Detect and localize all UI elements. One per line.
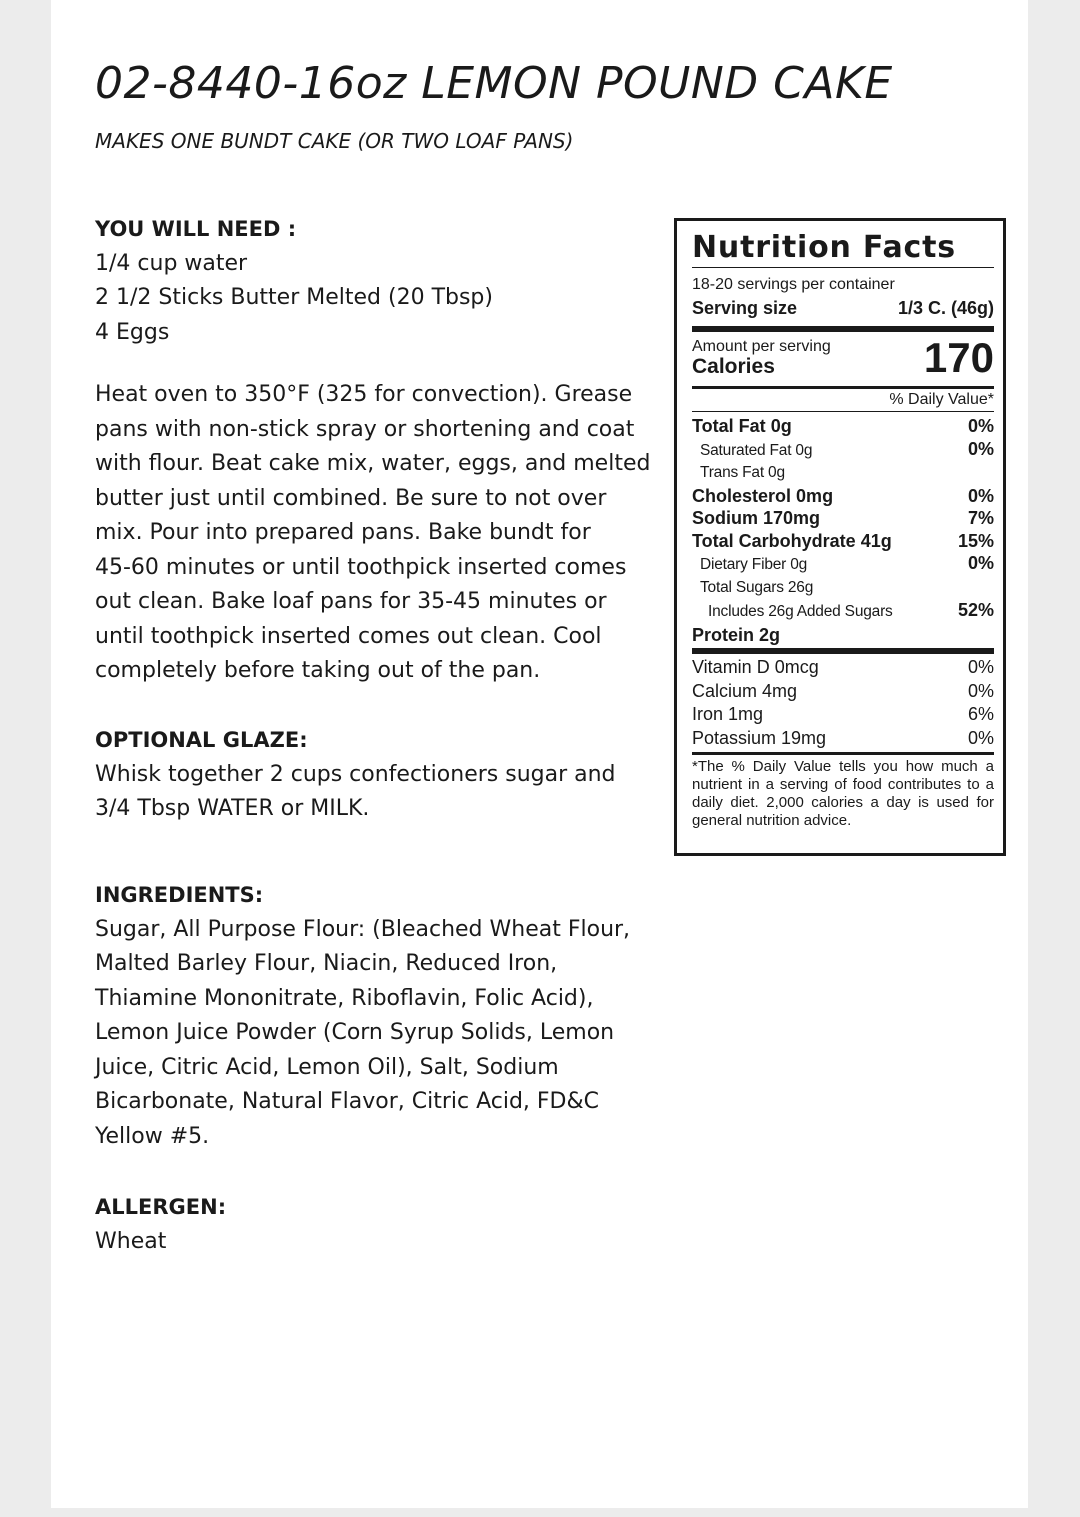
need-item: 2 1/2 Sticks Butter Melted (20 Tbsp) xyxy=(95,285,493,310)
ingredients-line: Bicarbonate, Natural Flavor, Citric Acid, FD&C xyxy=(95,1089,600,1114)
nutrient-row xyxy=(692,552,994,577)
vitamin-label: Vitamin D 0mcg xyxy=(692,657,819,677)
glaze-line: Whisk together 2 cups confectioners sugar and xyxy=(95,761,616,787)
nutrient-label: Total Carbohydrate xyxy=(692,530,856,551)
ingredients-line: Thiamine Mononitrate, Riboflavin, Folic Acid), xyxy=(95,985,594,1011)
nutrient-label: Trans Fat 0g xyxy=(700,464,785,481)
directions-line: Heat oven to 350°F (325 for convection). Grease xyxy=(95,382,633,407)
directions-line: out clean. Bake loaf pans for 35-45 minutes or xyxy=(95,589,607,614)
ingredients-line: Lemon Juice Powder (Corn Syrup Solids, Lemon xyxy=(95,1020,615,1045)
glaze-section xyxy=(95,723,655,827)
nutrient-dv: 0% xyxy=(967,416,994,436)
nutrient-row xyxy=(692,530,994,553)
ingredients-line: Malted Barley Flour, Niacin, Reduced Iron, xyxy=(95,951,558,976)
calories-value: 170 xyxy=(923,334,994,381)
divider xyxy=(692,752,994,755)
calories-block xyxy=(692,332,994,386)
nutrient-row xyxy=(692,462,994,485)
nutrient-amount: 0mg xyxy=(796,485,834,506)
vitamin-dv: 0% xyxy=(967,727,994,748)
allergen-heading: ALLERGEN: xyxy=(95,1195,227,1219)
nutrient-dv: 0% xyxy=(967,553,994,573)
you-will-need-section xyxy=(95,212,655,350)
directions-line: until toothpick inserted comes out clean. Cool xyxy=(95,623,602,649)
nutrient-dv: 15% xyxy=(957,530,994,551)
nutrient-row xyxy=(692,507,994,530)
nutrient-label: Cholesterol xyxy=(692,485,792,506)
nutrition-facts-title: Nutrition Facts xyxy=(692,230,956,265)
nutrition-facts-panel xyxy=(674,218,1006,856)
vitamin-row xyxy=(692,703,994,727)
allergen-value: Wheat xyxy=(95,1228,167,1254)
need-item: 4 Eggs xyxy=(95,319,170,345)
directions-line: mix. Pour into prepared pans. Bake bundt for xyxy=(95,520,591,545)
nutrient-amount: 2g xyxy=(759,624,781,645)
page-subtitle: MAKES ONE BUNDT CAKE (OR TWO LOAF PANS) xyxy=(95,129,574,153)
vitamin-row xyxy=(692,727,994,751)
ingredients-section xyxy=(95,878,655,1154)
vitamin-dv: 6% xyxy=(967,704,994,724)
allergen-section xyxy=(95,1190,655,1259)
nutrient-amount: 0g xyxy=(770,416,792,436)
directions-line: pans with non-stick spray or shortening and coat xyxy=(95,416,635,442)
nutrient-amount: 41g xyxy=(860,530,892,551)
directions-line: 45-60 minutes or until toothpick inserted comes xyxy=(95,554,627,580)
directions-line: completely before taking out of the pan. xyxy=(95,658,541,683)
vitamin-row xyxy=(692,656,994,680)
nutrient-label: Includes 26g Added Sugars xyxy=(708,603,893,620)
nutrient-row xyxy=(692,577,994,600)
nutrient-label: Dietary Fiber 0g xyxy=(700,556,808,573)
directions-line: butter just until combined. Be sure to not over xyxy=(95,485,607,511)
need-item: 1/4 cup water xyxy=(95,250,248,276)
directions-line: with flour. Beat cake mix, water, eggs, and melted xyxy=(95,451,651,476)
serving-size-label: Serving size xyxy=(692,298,798,318)
nutrient-row xyxy=(692,599,994,624)
nutrient-label: Protein xyxy=(692,624,755,645)
vitamin-label: Iron 1mg xyxy=(692,704,764,724)
vitamin-row xyxy=(692,680,994,704)
glaze-heading: OPTIONAL GLAZE: xyxy=(95,728,308,752)
nutrient-row xyxy=(692,415,994,438)
vitamin-label: Potassium 19mg xyxy=(692,727,827,748)
nutrient-dv: 52% xyxy=(957,600,994,620)
glaze-line: 3/4 Tbsp WATER or MILK. xyxy=(95,796,370,821)
vitamin-label: Calcium 4mg xyxy=(692,680,798,701)
nutrient-label: Sodium xyxy=(692,508,758,528)
page-title: 02-8440-16oz LEMON POUND CAKE xyxy=(95,58,893,109)
nutrient-row xyxy=(692,624,994,647)
ingredients-line: Sugar, All Purpose Flour: (Bleached Wheat Flour, xyxy=(95,916,631,942)
ingredients-heading: INGREDIENTS: xyxy=(95,883,264,907)
nutrient-amount: 170mg xyxy=(763,508,821,528)
ingredients-line: Yellow #5. xyxy=(95,1123,210,1149)
daily-value-footnote: *The % Daily Value tells you how much a nutrient in a serving of food contributes to a daily diet. 2,000 calories a day is used for general nutrition advice. xyxy=(692,758,994,829)
calories-label: Calories xyxy=(692,355,775,378)
ingredients-line: Juice, Citric Acid, Lemon Oil), Salt, Sodium xyxy=(95,1054,559,1080)
nutrient-row xyxy=(692,438,994,463)
directions-section xyxy=(95,378,655,689)
amount-per-serving-label: Amount per serving xyxy=(692,338,831,355)
serving-size-row xyxy=(692,295,994,321)
vitamin-dv: 0% xyxy=(967,657,994,677)
you-will-need-heading: YOU WILL NEED : xyxy=(95,217,297,241)
nutrient-label: Total Fat xyxy=(692,416,766,436)
nutrient-label: Total Sugars 26g xyxy=(700,578,814,596)
nutrient-label: Saturated Fat 0g xyxy=(700,441,813,459)
divider xyxy=(692,648,994,654)
nutrient-dv: 7% xyxy=(967,508,994,528)
vitamin-dv: 0% xyxy=(967,680,994,701)
recipe-sheet xyxy=(51,0,1028,1508)
nutrient-dv: 0% xyxy=(967,438,994,459)
daily-value-header: % Daily Value* xyxy=(889,391,994,408)
servings-per-container: 18-20 servings per container xyxy=(692,276,895,293)
nutrient-dv: 0% xyxy=(967,485,994,506)
divider xyxy=(692,267,994,268)
nutrient-row xyxy=(692,485,994,508)
serving-size-value: 1/3 C. (46g) xyxy=(897,298,994,318)
divider xyxy=(692,411,994,412)
